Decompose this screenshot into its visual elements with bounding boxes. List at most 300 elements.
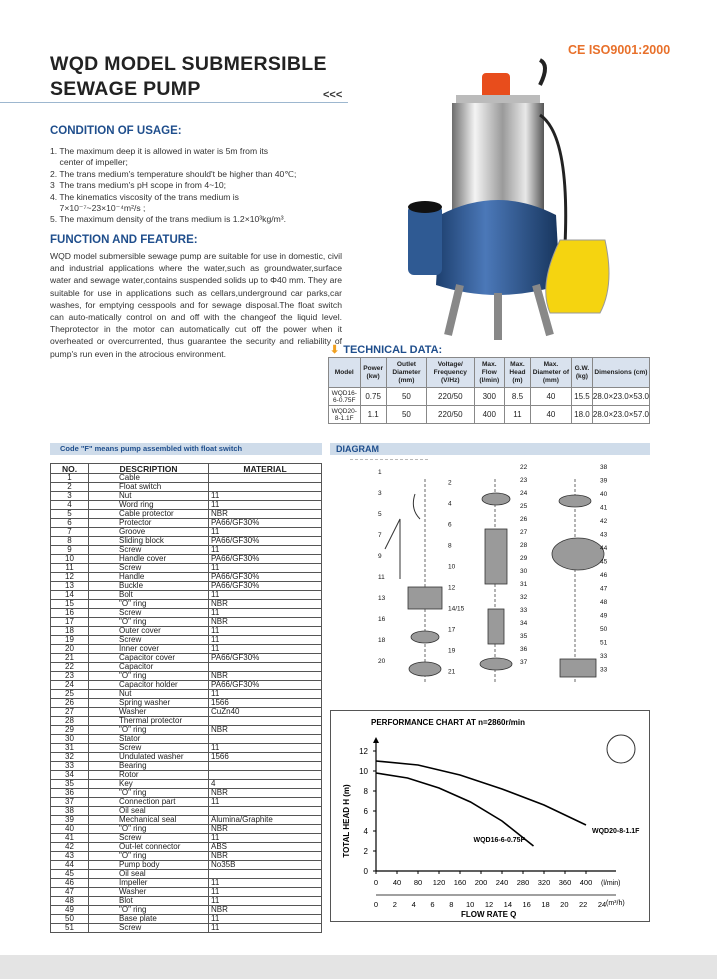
part-number: 11 xyxy=(51,564,89,573)
diagram-label: 29 xyxy=(520,555,528,562)
part-material xyxy=(209,870,322,879)
part-description: Pump body xyxy=(89,861,209,870)
diagram-label: 31 xyxy=(520,581,528,588)
x-tick-label-lmin: 200 xyxy=(474,878,488,887)
performance-chart-panel xyxy=(330,710,650,922)
part-material: NBR xyxy=(209,726,322,735)
x-tick-label-lmin: 80 xyxy=(413,878,423,887)
part-number: 5 xyxy=(51,510,89,519)
part-number: 32 xyxy=(51,753,89,762)
part-description: "O" ring xyxy=(89,789,209,798)
parts-row xyxy=(51,609,322,618)
diagram-label: 14/15 xyxy=(448,605,465,613)
part-description: Bolt xyxy=(89,591,209,600)
technical-heading-text: TECHNICAL DATA: xyxy=(343,344,443,356)
page-title xyxy=(50,52,327,102)
part-description: Screw xyxy=(89,564,209,573)
series-line xyxy=(376,761,586,825)
part-description: Capacitor holder xyxy=(89,681,209,690)
spec-header: Model xyxy=(329,358,361,388)
part-material xyxy=(209,483,322,492)
part-number: 30 xyxy=(51,735,89,744)
parts-row xyxy=(51,564,322,573)
part-material xyxy=(209,717,322,726)
function-text: WQD model submersible sewage pump are suitable for use in domestic, civil and industrial applications where the water,such as groundwater,surface water and sewage water,contains suspended solids up to Φ40 mm. They are suitable for use in applications such as cellars,underground car parks,car washes, for emptying cesspools and for sewage disposal.The float switch can auto-matically control on and off with the changeof the liquid level. Theprotector in the motor can automatically cut off the power when it overheated or overcurrented, thus guarantee the security and reliability of pump's run even in the atrocious environment. xyxy=(50,251,342,359)
diagram-label: 9 xyxy=(378,553,382,560)
parts-row xyxy=(51,582,322,591)
part-number: 1 xyxy=(51,474,89,483)
diagram-label: 34 xyxy=(520,620,528,627)
part-material: 11 xyxy=(209,915,322,924)
parts-row xyxy=(51,474,322,483)
part-description: Undulated washer xyxy=(89,753,209,762)
part-material: NBR xyxy=(209,510,322,519)
title-line-2: SEWAGE PUMP xyxy=(50,78,201,100)
series-label: WQD16-6-0.75F xyxy=(473,837,525,844)
diagram-label: 43 xyxy=(600,531,608,539)
spec-cell: 400 xyxy=(474,406,505,424)
part-material: 11 xyxy=(209,492,322,501)
diagram-label: 35 xyxy=(520,633,528,640)
parts-row xyxy=(51,600,322,609)
spec-cell: 8.5 xyxy=(505,388,531,406)
parts-row xyxy=(51,654,322,663)
part-description: Screw xyxy=(89,609,209,618)
x-tick-label-lmin: 40 xyxy=(392,878,402,887)
diagram-label: 38 xyxy=(600,464,608,471)
part-description: Mechanical seal xyxy=(89,816,209,825)
y-tick-label: 6 xyxy=(363,807,368,816)
parts-row xyxy=(51,528,322,537)
part-description: "O" ring xyxy=(89,726,209,735)
parts-row xyxy=(51,780,322,789)
condition-item: 2. The trans medium's temperature should't be higher than 40℃; xyxy=(50,168,297,179)
diagram-label: 1 xyxy=(378,469,382,476)
parts-row xyxy=(51,501,322,510)
chart-xlabel: FLOW RATE Q xyxy=(461,910,517,919)
parts-row xyxy=(51,645,322,654)
diagram-label: 17 xyxy=(448,626,456,634)
part-number: 33 xyxy=(51,762,89,771)
x-tick-label-m3h: 6 xyxy=(430,900,435,909)
condition-item: 1. The maximum deep it is allowed in water is 5m from its xyxy=(50,146,269,156)
part-description: Impeller xyxy=(89,879,209,888)
part-description: "O" ring xyxy=(89,618,209,627)
chart-ylabel: TOTAL HEAD H (m) xyxy=(342,784,351,858)
part-description: Inner cover xyxy=(89,645,209,654)
part-material: PA66/GF30% xyxy=(209,537,322,546)
part-material xyxy=(209,771,322,780)
x-tick-label-m3h: 0 xyxy=(373,900,379,909)
y-tick-label: 12 xyxy=(359,747,368,756)
parts-row xyxy=(51,807,322,816)
parts-row xyxy=(51,762,322,771)
part-material: 11 xyxy=(209,501,322,510)
spec-cell: 300 xyxy=(474,388,505,406)
part-number: 46 xyxy=(51,879,89,888)
part-number: 29 xyxy=(51,726,89,735)
parts-row xyxy=(51,618,322,627)
x-tick-label-lmin: 240 xyxy=(495,878,509,887)
parts-row xyxy=(51,735,322,744)
part-number: 17 xyxy=(51,618,89,627)
diagram-label: 13 xyxy=(378,595,386,602)
parts-header: DESCRIPTION xyxy=(89,464,209,474)
spec-header: Dimensions (cm) xyxy=(592,358,649,388)
condition-list xyxy=(50,146,340,226)
condition-item: center of impeller; xyxy=(50,157,128,168)
part-material: 11 xyxy=(209,897,322,906)
parts-row xyxy=(51,681,322,690)
part-material: CuZn40 xyxy=(209,708,322,717)
spec-header: Max. Diameter of (mm) xyxy=(530,358,571,388)
part-number: 39 xyxy=(51,816,89,825)
part-material xyxy=(209,762,322,771)
part-material: PA66/GF30% xyxy=(209,555,322,564)
part-description: Connection part xyxy=(89,798,209,807)
diagram-label: 3 xyxy=(378,490,382,497)
diagram-label: 8 xyxy=(448,542,452,550)
diagram-label: 22 xyxy=(520,464,528,471)
spec-header: Outlet Diameter (mm) xyxy=(386,358,426,388)
decorative-arrows: <<< xyxy=(323,89,343,101)
part-description: Cable xyxy=(89,474,209,483)
part-description: Word ring xyxy=(89,501,209,510)
x-tick-label-lmin: 400 xyxy=(579,878,593,887)
part-number: 3 xyxy=(51,492,89,501)
spec-header: Voltage/ Frequency (V/Hz) xyxy=(427,358,474,388)
parts-row xyxy=(51,483,322,492)
x-unit-bottom: (m³/h) xyxy=(606,900,625,907)
part-number: 25 xyxy=(51,690,89,699)
part-material: 1566 xyxy=(209,699,322,708)
part-number: 47 xyxy=(51,888,89,897)
x-tick-label-m3h: 14 xyxy=(503,900,513,909)
part-number: 23 xyxy=(51,672,89,681)
y-axis-arrow xyxy=(373,737,379,743)
diagram-label: 48 xyxy=(600,599,608,606)
part-material: 11 xyxy=(209,834,322,843)
part-number: 44 xyxy=(51,861,89,870)
parts-row xyxy=(51,591,322,600)
parts-row xyxy=(51,546,322,555)
part-number: 2 xyxy=(51,483,89,492)
footer-bar xyxy=(0,955,717,979)
part-number: 24 xyxy=(51,681,89,690)
part-description: Screw xyxy=(89,924,209,933)
parts-row xyxy=(51,519,322,528)
x-tick-label-m3h: 22 xyxy=(578,900,588,909)
spec-cell: 28.0×23.0×53.0 xyxy=(592,388,649,406)
part-number: 14 xyxy=(51,591,89,600)
spec-cell: 50 xyxy=(386,388,426,406)
diagram-label: 41 xyxy=(600,504,608,512)
part-material: ABS xyxy=(209,843,322,852)
part-material xyxy=(209,807,322,816)
part-description: Float switch xyxy=(89,483,209,492)
part-description: Groove xyxy=(89,528,209,537)
part-material: 11 xyxy=(209,798,322,807)
part-material: 11 xyxy=(209,744,322,753)
part-description: Sliding block xyxy=(89,537,209,546)
part-material: 4 xyxy=(209,780,322,789)
diagram-label: 2 xyxy=(448,479,452,487)
part-material: NBR xyxy=(209,618,322,627)
diagram-label: 51 xyxy=(600,639,608,647)
condition-item: 7×10⁻⁷~23×10⁻⁴m²/s ; xyxy=(50,203,146,214)
diagram-label: 21 xyxy=(448,668,456,676)
condition-item: 5. The maximum density of the trans medium is 1.2×10³kg/m³. xyxy=(50,214,287,225)
title-line-1: WQD MODEL SUBMERSIBLE xyxy=(50,53,327,75)
spec-row xyxy=(329,388,650,406)
x-unit-top: (l/min) xyxy=(601,880,621,887)
parts-row xyxy=(51,798,322,807)
part-number: 36 xyxy=(51,789,89,798)
spec-header: Power (kw) xyxy=(360,358,386,388)
part-description: Thermal protector xyxy=(89,717,209,726)
spec-cell: 40 xyxy=(530,388,571,406)
parts-row xyxy=(51,555,322,564)
parts-row xyxy=(51,861,322,870)
parts-row xyxy=(51,897,322,906)
x-tick-label-m3h: 2 xyxy=(392,900,397,909)
part-number: 26 xyxy=(51,699,89,708)
parts-row xyxy=(51,510,322,519)
part-description: Out-let connector xyxy=(89,843,209,852)
part-number: 49 xyxy=(51,906,89,915)
diagram-label: 12 xyxy=(448,584,456,592)
part-number: 28 xyxy=(51,717,89,726)
diagram-label: 26 xyxy=(520,516,528,523)
part-material: 11 xyxy=(209,645,322,654)
exploded-diagram xyxy=(330,459,650,704)
diagram-label: 36 xyxy=(520,646,528,653)
part-number: 35 xyxy=(51,780,89,789)
diagram-label: 47 xyxy=(600,585,608,593)
chart-title: PERFORMANCE CHART AT n=2860r/min xyxy=(371,718,526,727)
part-description: Stator xyxy=(89,735,209,744)
part-description: Key xyxy=(89,780,209,789)
x-tick-label-m3h: 24 xyxy=(597,900,607,909)
spec-cell: 0.75 xyxy=(360,388,386,406)
part-number: 40 xyxy=(51,825,89,834)
diagram-label: 11 xyxy=(378,574,385,581)
part-material: PA66/GF30% xyxy=(209,573,322,582)
x-tick-label-lmin: 0 xyxy=(373,878,379,887)
diagram-label: 28 xyxy=(520,542,528,549)
part-number: 27 xyxy=(51,708,89,717)
spec-cell: 15.5 xyxy=(571,388,592,406)
spec-cell: 11 xyxy=(505,406,531,424)
parts-row xyxy=(51,870,322,879)
parts-row xyxy=(51,690,322,699)
part-description: Bearing xyxy=(89,762,209,771)
parts-row xyxy=(51,627,322,636)
diagram-label: 6 xyxy=(448,521,452,529)
parts-row xyxy=(51,915,322,924)
part-number: 38 xyxy=(51,807,89,816)
part-material: PA66/GF30% xyxy=(209,654,322,663)
diagram-label: 37 xyxy=(520,659,528,666)
parts-row xyxy=(51,492,322,501)
part-description: Capacitor xyxy=(89,663,209,672)
part-material: NBR xyxy=(209,906,322,915)
y-tick-label: 2 xyxy=(363,847,368,856)
part-number: 7 xyxy=(51,528,89,537)
pump-product-image xyxy=(400,55,650,345)
part-description: Spring washer xyxy=(89,699,209,708)
part-description: Blot xyxy=(89,897,209,906)
part-description: "O" ring xyxy=(89,906,209,915)
part-material: 11 xyxy=(209,528,322,537)
parts-row xyxy=(51,708,322,717)
diagram-label: 46 xyxy=(600,572,608,579)
parts-row xyxy=(51,663,322,672)
parts-table xyxy=(50,463,322,933)
part-description: Washer xyxy=(89,888,209,897)
part-number: 13 xyxy=(51,582,89,591)
parts-row xyxy=(51,825,322,834)
part-material: 11 xyxy=(209,627,322,636)
diagram-label: 18 xyxy=(378,637,386,644)
part-material: 11 xyxy=(209,591,322,600)
part-description: Base plate xyxy=(89,915,209,924)
part-material: PA66/GF30% xyxy=(209,681,322,690)
spec-header: Max. Flow (l/min) xyxy=(474,358,505,388)
performance-chart xyxy=(331,711,649,921)
parts-row xyxy=(51,834,322,843)
diagram-label: 49 xyxy=(600,612,608,620)
part-description: Rotor xyxy=(89,771,209,780)
x-tick-label-lmin: 360 xyxy=(558,878,572,887)
parts-row xyxy=(51,888,322,897)
part-description: Handle xyxy=(89,573,209,582)
x-tick-label-lmin: 280 xyxy=(516,878,530,887)
part-description: Washer xyxy=(89,708,209,717)
x-tick-label-m3h: 4 xyxy=(411,900,416,909)
part-material: 11 xyxy=(209,609,322,618)
part-number: 51 xyxy=(51,924,89,933)
condition-item: 4. The kinematics viscosity of the trans medium is xyxy=(50,191,239,202)
part-description: Buckle xyxy=(89,582,209,591)
part-number: 45 xyxy=(51,870,89,879)
part-material: 1566 xyxy=(209,753,322,762)
diagram-label: 44 xyxy=(600,545,608,552)
y-tick-label: 8 xyxy=(363,787,368,796)
part-material: Alumina/Graphite xyxy=(209,816,322,825)
parts-row xyxy=(51,771,322,780)
part-material: NBR xyxy=(209,789,322,798)
part-number: 12 xyxy=(51,573,89,582)
spec-cell: WQD16-6-0.75F xyxy=(329,388,361,406)
part-description: Screw xyxy=(89,546,209,555)
x-tick-label-m3h: 20 xyxy=(560,900,569,909)
part-material xyxy=(209,663,322,672)
diagram-label: 33 xyxy=(520,607,528,614)
diagram-label: 32 xyxy=(520,594,528,601)
parts-row xyxy=(51,537,322,546)
part-material: 11 xyxy=(209,546,322,555)
part-material: NBR xyxy=(209,600,322,609)
diagram-label: 40 xyxy=(600,491,608,498)
condition-item: 3 The trans medium's pH scope in from 4~10; xyxy=(50,180,227,191)
parts-row xyxy=(51,726,322,735)
part-number: 6 xyxy=(51,519,89,528)
part-number: 37 xyxy=(51,798,89,807)
certification-badge: CE ISO9001:2000 xyxy=(568,43,671,57)
diagram-label: 30 xyxy=(520,568,528,575)
part-description: Capacitor cover xyxy=(89,654,209,663)
part-number: 18 xyxy=(51,627,89,636)
series-line xyxy=(376,773,534,846)
y-tick-label: 4 xyxy=(363,827,368,836)
diagram-label: 19 xyxy=(448,647,456,655)
function-heading: FUNCTION AND FEATURE: xyxy=(50,234,198,246)
part-description: "O" ring xyxy=(89,672,209,681)
part-number: 15 xyxy=(51,600,89,609)
part-material: NBR xyxy=(209,825,322,834)
parts-row xyxy=(51,573,322,582)
parts-row xyxy=(51,816,322,825)
diagram-label: 10 xyxy=(448,563,456,571)
part-description: "O" ring xyxy=(89,825,209,834)
y-tick-label: 10 xyxy=(359,767,368,776)
parts-row xyxy=(51,924,322,933)
part-description: Outer cover xyxy=(89,627,209,636)
x-tick-label-m3h: 18 xyxy=(541,900,550,909)
float-switch-note: Code "F" means pump assembled with float switch xyxy=(50,443,322,455)
condition-heading: CONDITION OF USAGE: xyxy=(50,125,182,137)
spec-cell: 220/50 xyxy=(427,406,474,424)
part-number: 21 xyxy=(51,654,89,663)
diagram-label: 42 xyxy=(600,518,608,525)
part-description: "O" ring xyxy=(89,852,209,861)
x-tick-label-m3h: 10 xyxy=(465,900,475,909)
part-description: Cable protector xyxy=(89,510,209,519)
diagram-label: 20 xyxy=(378,658,386,665)
part-material: 11 xyxy=(209,888,322,897)
diagram-label: 50 xyxy=(600,626,608,633)
part-material: 11 xyxy=(209,636,322,645)
part-description: Protector xyxy=(89,519,209,528)
part-material: NBR xyxy=(209,852,322,861)
part-number: 43 xyxy=(51,852,89,861)
spec-cell: 220/50 xyxy=(427,388,474,406)
part-material xyxy=(209,474,322,483)
spec-header: G.W. (kg) xyxy=(571,358,592,388)
part-description: Oil seal xyxy=(89,807,209,816)
spec-cell: 28.0×23.0×57.0 xyxy=(592,406,649,424)
parts-row xyxy=(51,753,322,762)
part-number: 48 xyxy=(51,897,89,906)
parts-row xyxy=(51,672,322,681)
parts-row xyxy=(51,717,322,726)
diagram-label: 25 xyxy=(520,503,528,510)
parts-row xyxy=(51,789,322,798)
technical-table xyxy=(328,357,650,424)
part-material: 11 xyxy=(209,690,322,699)
diagram-label: 16 xyxy=(378,616,386,623)
part-number: 8 xyxy=(51,537,89,546)
part-material: 11 xyxy=(209,879,322,888)
parts-header: MATERIAL xyxy=(209,464,322,474)
parts-row xyxy=(51,699,322,708)
diagram-label: 45 xyxy=(600,558,608,566)
diagram-label: 39 xyxy=(600,477,608,485)
part-material: 11 xyxy=(209,564,322,573)
diagram-heading: DIAGRAM xyxy=(330,443,650,455)
spec-row xyxy=(329,406,650,424)
